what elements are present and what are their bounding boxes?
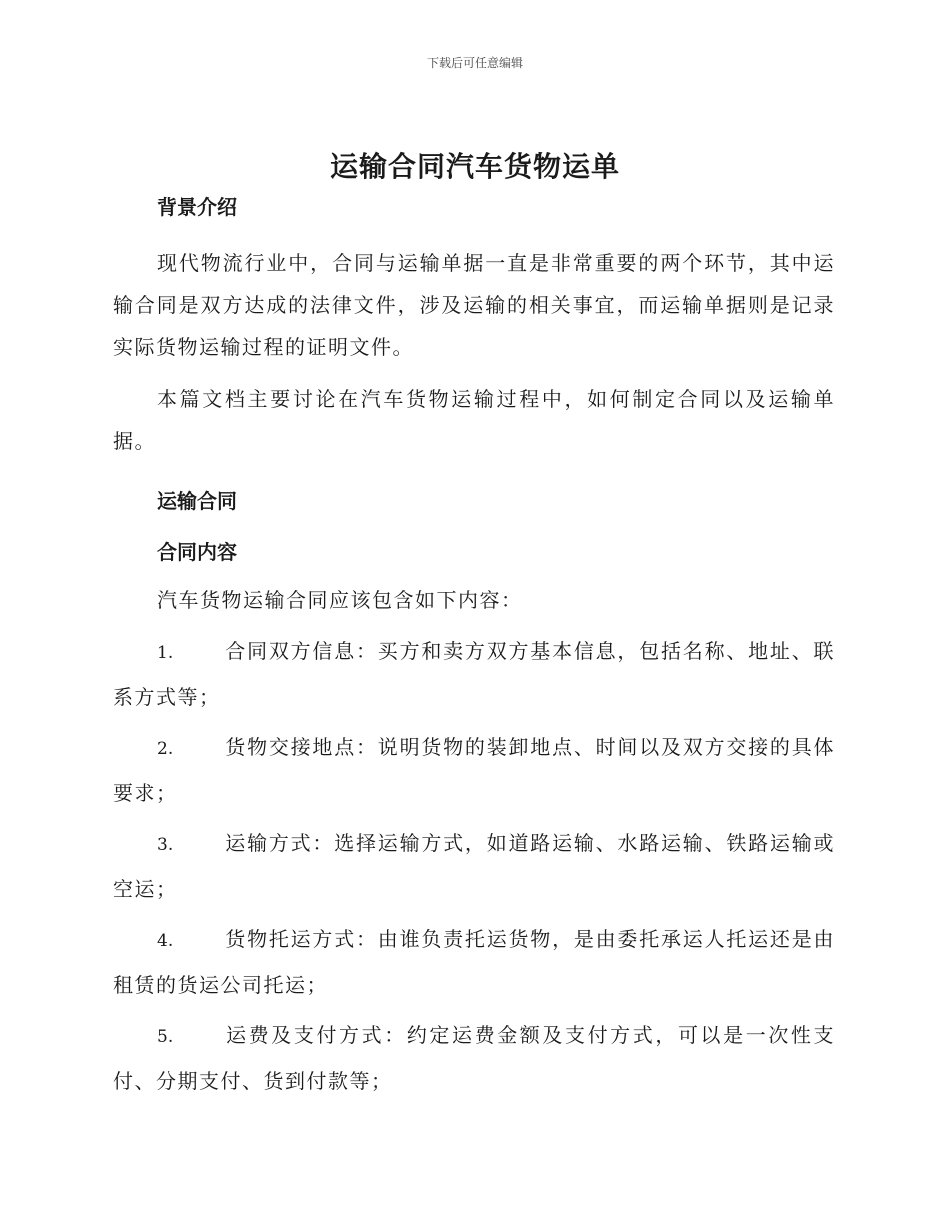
list-item-number: 5. bbox=[157, 1027, 174, 1047]
list-item-number: 3. bbox=[157, 835, 174, 855]
document-title: 运输合同汽车货物运单 bbox=[329, 150, 620, 183]
background-paragraph-1: 现代物流行业中，合同与运输单据一直是非常重要的两个环节，其中运输合同是双方达成的法律文件，涉及运输的相关事宜，而运输单据则是记录实际货物运输过程的证明文件。 bbox=[113, 251, 835, 359]
content-intro: 汽车货物运输合同应该包含如下内容： bbox=[157, 588, 523, 612]
list-item-number: 4. bbox=[157, 931, 174, 951]
list-item-number: 2. bbox=[157, 739, 174, 759]
contract-heading: 运输合同 bbox=[157, 489, 237, 513]
list-item bbox=[113, 1013, 835, 1103]
list-item bbox=[113, 917, 835, 1007]
list-item-text: 货物交接地点：说明货物的装卸地点、时间以及双方交接的具体要求； bbox=[113, 735, 835, 805]
list-item-text: 合同双方信息：买方和卖方双方基本信息，包括名称、地址、联系方式等； bbox=[113, 639, 835, 709]
list-item-text: 货物托运方式：由谁负责托运货物，是由委托承运人托运还是由租赁的货运公司托运； bbox=[113, 927, 835, 997]
content-heading: 合同内容 bbox=[157, 540, 237, 564]
document-body bbox=[113, 190, 835, 1103]
list-item-number: 1. bbox=[157, 643, 174, 663]
page-header: 下载后可任意编辑 bbox=[426, 56, 523, 70]
list-item bbox=[113, 821, 835, 911]
background-heading: 背景介绍 bbox=[157, 195, 237, 219]
list-item-text: 运输方式：选择运输方式，如道路运输、水路运输、铁路运输或空运； bbox=[113, 831, 835, 901]
list-item bbox=[113, 725, 835, 815]
list-item-text: 运费及支付方式：约定运费金额及支付方式，可以是一次性支付、分期支付、货到付款等； bbox=[113, 1023, 835, 1093]
list-item bbox=[113, 629, 835, 719]
background-paragraph-2: 本篇文档主要讨论在汽车货物运输过程中，如何制定合同以及运输单据。 bbox=[113, 387, 835, 453]
